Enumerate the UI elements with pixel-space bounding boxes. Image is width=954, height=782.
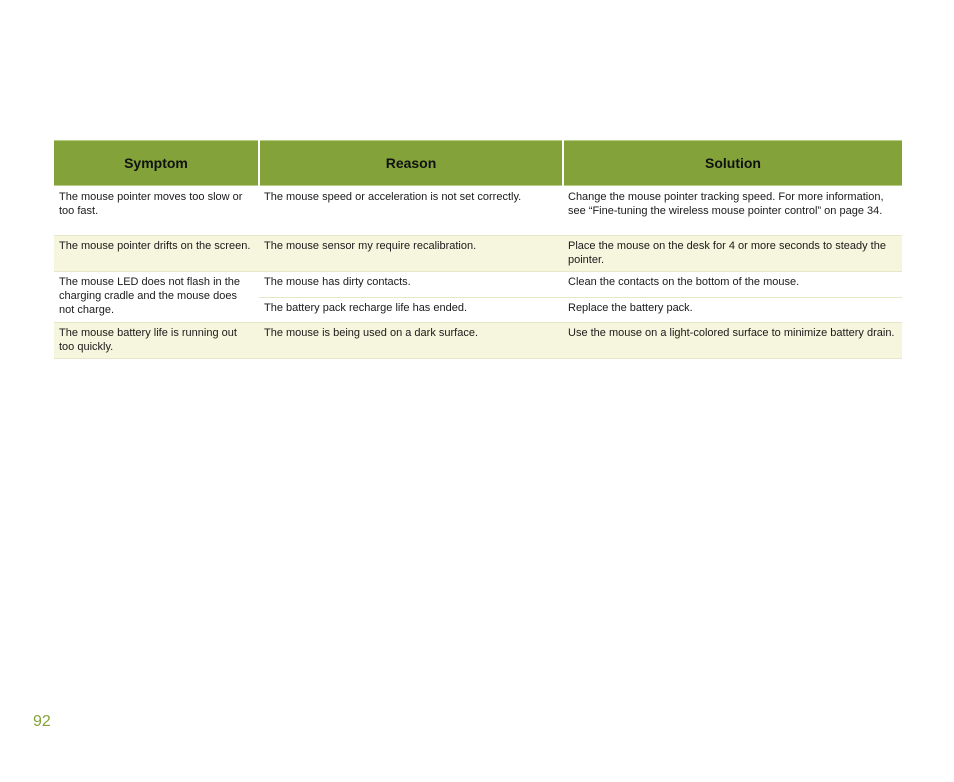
solution-cell: Place the mouse on the desk for 4 or more seconds to steady the pointer. <box>563 236 902 272</box>
page-number: 92 <box>33 713 51 730</box>
reason-cell: The mouse has dirty contacts. <box>259 272 563 298</box>
table-row <box>54 236 902 272</box>
header-symptom: Symptom <box>54 141 259 186</box>
table-row <box>54 323 902 359</box>
reason-cell: The mouse speed or acceleration is not set correctly. <box>259 186 563 236</box>
table-row <box>54 186 902 236</box>
header-reason: Reason <box>259 141 563 186</box>
reason-cell: The mouse sensor my require recalibration. <box>259 236 563 272</box>
symptom-cell: The mouse pointer moves too slow or too fast. <box>54 186 259 236</box>
reason-cell: The battery pack recharge life has ended. <box>259 298 563 323</box>
solution-cell: Change the mouse pointer tracking speed. For more information, see “Fine-tuning the wireless mouse pointer control” on page 34. <box>563 186 902 236</box>
table-header <box>54 141 902 186</box>
header-solution: Solution <box>563 141 902 186</box>
solution-cell: Clean the contacts on the bottom of the mouse. <box>563 272 902 298</box>
symptom-cell: The mouse battery life is running out too quickly. <box>54 323 259 359</box>
troubleshooting-table <box>54 140 902 359</box>
solution-cell: Use the mouse on a light-colored surface to minimize battery drain. <box>563 323 902 359</box>
table-body <box>54 186 902 359</box>
symptom-cell: The mouse LED does not flash in the charging cradle and the mouse does not charge. <box>54 272 259 323</box>
symptom-cell: The mouse pointer drifts on the screen. <box>54 236 259 272</box>
reason-cell: The mouse is being used on a dark surface. <box>259 323 563 359</box>
solution-cell: Replace the battery pack. <box>563 298 902 323</box>
table-header-row <box>54 141 902 186</box>
table-row <box>54 272 902 298</box>
